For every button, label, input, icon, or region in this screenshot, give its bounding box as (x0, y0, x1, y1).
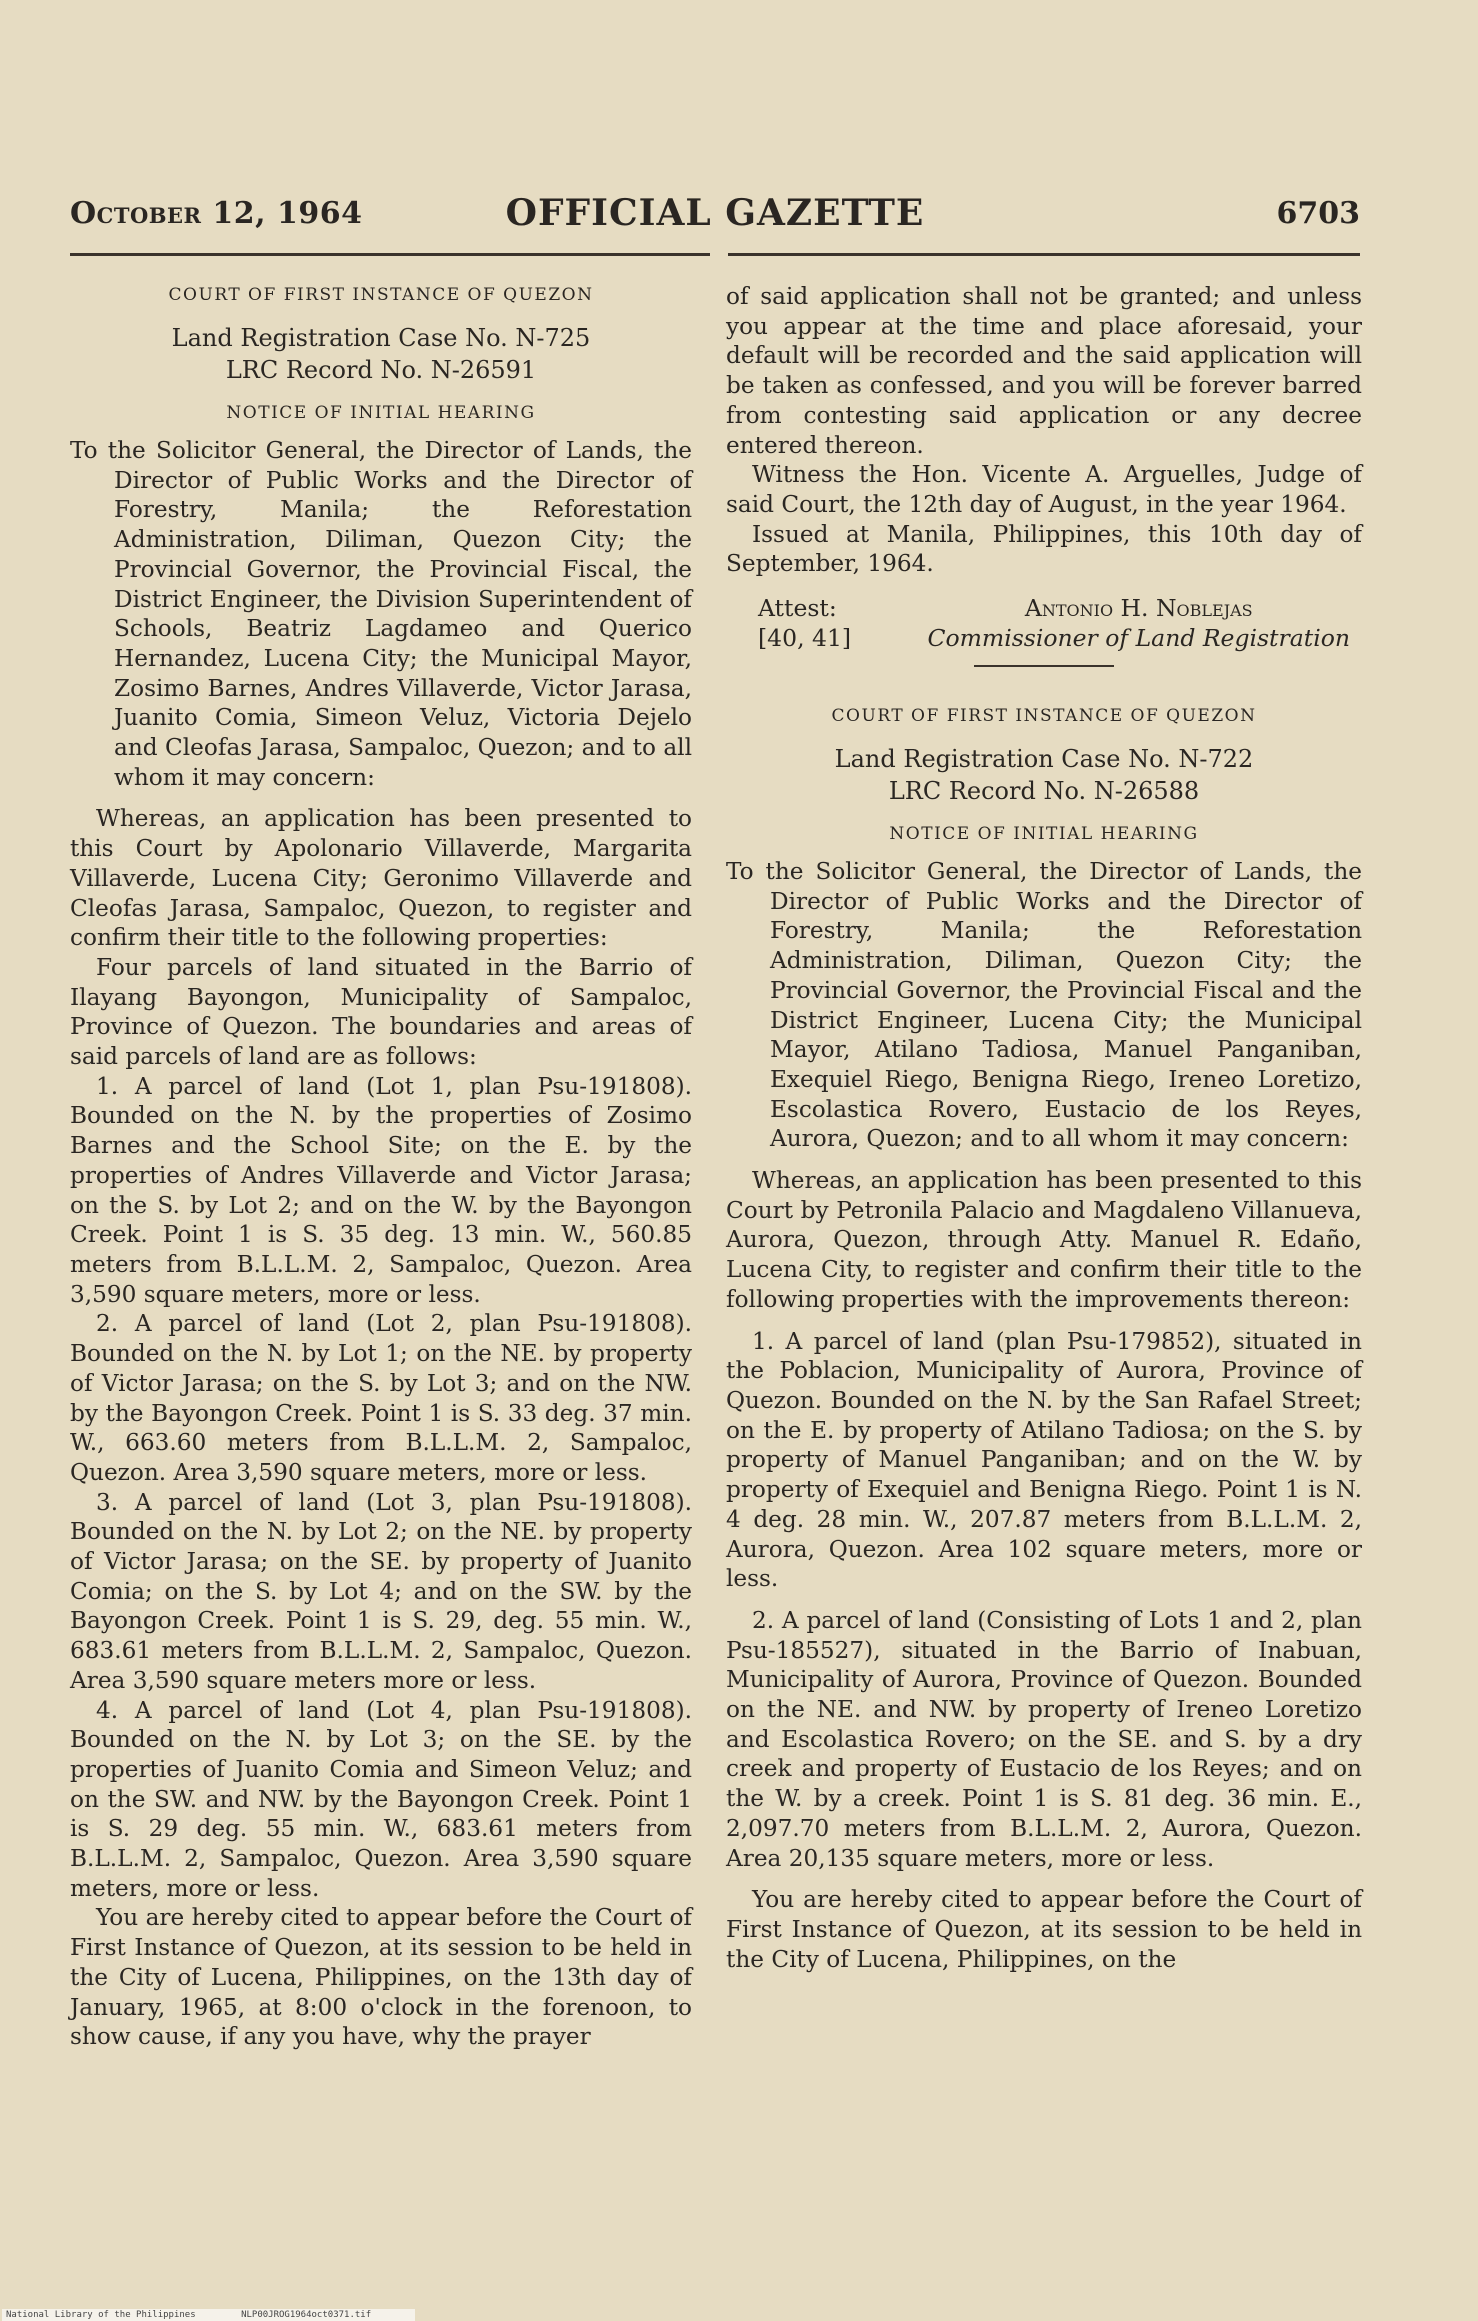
paragraph: Whereas, an application has been presented to this Court by Petronila Palacio and Magdaleno Villanueva, Aurora, Quezon, through Atty. Manuel R. Edaño, Lucena City, to register and confirm their title to the following properties with the improvements thereon: (726, 1167, 1362, 1313)
paragraph: 1. A parcel of land (plan Psu-179852), situated in the Poblacion, Municipality of Aurora, Province of Quezon. Bounded on the N. by the San Rafael Street; on the E. by property of Atilano Tadiosa; on the S. by property of Manuel Panganiban; and on the W. by property of Exequiel and Benigna Riego. Point 1 is N. 4 deg. 28 min. W., 207.87 meters from B.L.L.M. 2, Aurora, Quezon. Area 102 square meters, more or less. (726, 1327, 1362, 1593)
court-name: COURT OF FIRST INSTANCE OF QUEZON (831, 706, 1257, 727)
paragraph: Witness the Hon. Vicente A. Arguelles, Judge of said Court, the 12th day of August, in the year 1964. (726, 461, 1362, 518)
header-title: OFFICIAL GAZETTE (505, 192, 925, 234)
paragraph: Issued at Manila, Philippines, this 10th day of September, 1964. (726, 520, 1362, 578)
addressees: To the Solicitor General, the Director of Lands, the Director of Public Works and the Director of Forestry, Manila; the Reforestation Administration, Diliman, Quezon City; the Provincial Governor, the Provincial Fiscal, the District Engineer, the Division Superintendent of Schools, Beatriz Lagdameo and Querico Hernandez, Lucena City; the Municipal Mayor, Zosimo Barnes, Andres Villaverde, Victor Jarasa, Juanito Comia, Simeon Veluz, Victoria Dejelo and Cleofas Jarasa, Sampaloc, Quezon; and to all whom it may concern: (70, 437, 692, 791)
case-number: Land Registration Case No. N-722 (834, 745, 1254, 774)
notice-title: NOTICE OF INITIAL HEARING (889, 824, 1199, 845)
case-number: Land Registration Case No. N-725 (171, 324, 591, 352)
paragraph: of said application shall not be granted; and unless you appear at the time and place aforesaid, your default will be recorded and the said application will be taken as confessed, and you will be forever barred from contesting said application or any decree entered thereon. (726, 283, 1362, 459)
paragraph: You are hereby cited to appear before the Court of First Instance of Quezon, at its session to be held in the City of Lucena, Philippines, on the 13th day of January, 1965, at 8:00 o'clock in the forenoon, to show cause, if any you have, why the prayer (70, 1904, 692, 2051)
record-number: LRC Record No. N-26591 (225, 356, 537, 384)
attestation (726, 593, 1362, 653)
header-rule-right (728, 253, 1360, 256)
paragraph: Whereas, an application has been presented to this Court by Apolonario Villaverde, Margarita Villaverde, Lucena City; Geronimo Villaverde and Cleofas Jarasa, Sampaloc, Quezon, to register and confirm their title to the following properties: (70, 805, 692, 952)
page-header (70, 192, 1360, 236)
paragraph: 2. A parcel of land (Consisting of Lots 1 and 2, plan Psu-185527), situated in the Barrio of Inabuan, Municipality of Aurora, Province of Quezon. Bounded on the NE. and NW. by property of Ireneo Loretizo and Escolastica Rovero; on the SE. and S. by a dry creek and property of Eustacio de los Reyes; and on the W. by a creek. Point 1 is S. 81 deg. 36 min. E., 2,097.70 meters from B.L.L.M. 2, Aurora, Quezon. Area 20,135 square meters, more or less. (726, 1606, 1362, 1872)
attest-reference: [40, 41] (758, 624, 852, 653)
paragraph: Four parcels of land situated in the Barrio of Ilayang Bayongon, Municipality of Sampaloc, Province of Quezon. The boundaries and areas of said parcels of land are as follows: (70, 953, 692, 1071)
paragraph: 3. A parcel of land (Lot 3, plan Psu-191808). Bounded on the N. by Lot 2; on the NE. by property of Victor Jarasa; on the SE. by property of Juanito Comia; on the S. by Lot 4; and on the SW. by the Bayongon Creek. Point 1 is S. 29, deg. 55 min. W., 683.61 meters from B.L.L.M. 2, Sampaloc, Quezon. Area 3,590 square meters more or less. (70, 1488, 692, 1694)
notice-title: NOTICE OF INITIAL HEARING (226, 403, 536, 423)
right-column (726, 282, 1362, 1974)
court-name: COURT OF FIRST INSTANCE OF QUEZON (168, 285, 594, 305)
paragraph: You are hereby cited to appear before the Court of First Instance of Quezon, at its session to be held in the City of Lucena, Philippines, on the (726, 1886, 1362, 1973)
addressees: To the Solicitor General, the Director of Lands, the Director of Public Works and the Director of Forestry, Manila; the Reforestation Administration, Diliman, Quezon City; the Provincial Governor, the Provincial Fiscal and the District Engineer, Lucena City; the Municipal Mayor, Atilano Tadiosa, Manuel Panganiban, Exequiel Riego, Benigna Riego, Ireneo Loretizo, Escolastica Rovero, Eustacio de los Reyes, Aurora, Quezon; and to all whom it may concern: (726, 858, 1362, 1153)
attest-signatory: Antonio H. Noblejas (1024, 594, 1253, 623)
header-rule-left (70, 253, 710, 256)
paragraph: 1. A parcel of land (Lot 1, plan Psu-191808). Bounded on the N. by the properties of Zosimo Barnes and the School Site; on the E. by the properties of Andres Villaverde and Victor Jarasa; on the S. by Lot 2; and on the W. by the Bayongon Creek. Point 1 is S. 35 deg. 13 min. W., 560.85 meters from B.L.L.M. 2, Sampaloc, Quezon. Area 3,590 square meters, more or less. (70, 1072, 692, 1308)
left-column (70, 282, 692, 2052)
header-page-number: 6703 (1276, 196, 1360, 231)
record-number: LRC Record No. N-26588 (888, 777, 1200, 806)
section-divider (974, 665, 1114, 667)
attest-label: Attest: (758, 594, 837, 623)
footer-library: National Library of the Philippines (6, 2310, 196, 2320)
footer-filename: NLP00JROG1964oct0371.tif (241, 2310, 372, 2320)
attest-title: Commissioner of Land Registration (927, 624, 1350, 653)
header-date: October 12, 1964 (70, 196, 363, 231)
paragraph: 2. A parcel of land (Lot 2, plan Psu-191808). Bounded on the N. by Lot 1; on the NE. by property of Victor Jarasa; on the S. by Lot 3; and on the NW. by the Bayongon Creek. Point 1 is S. 33 deg. 37 min. W., 663.60 meters from B.L.L.M. 2, Sampaloc, Quezon. Area 3,590 square meters, more or less. (70, 1310, 692, 1486)
paragraph: 4. A parcel of land (Lot 4, plan Psu-191808). Bounded on the N. by Lot 3; on the SE. by the properties of Juanito Comia and Simeon Veluz; and on the SW. and NW. by the Bayongon Creek. Point 1 is S. 29 deg. 55 min. W., 683.61 meters from B.L.L.M. 2, Sampaloc, Quezon. Area 3,590 square meters, more or less. (70, 1696, 692, 1902)
scan-footer (2, 2309, 415, 2321)
